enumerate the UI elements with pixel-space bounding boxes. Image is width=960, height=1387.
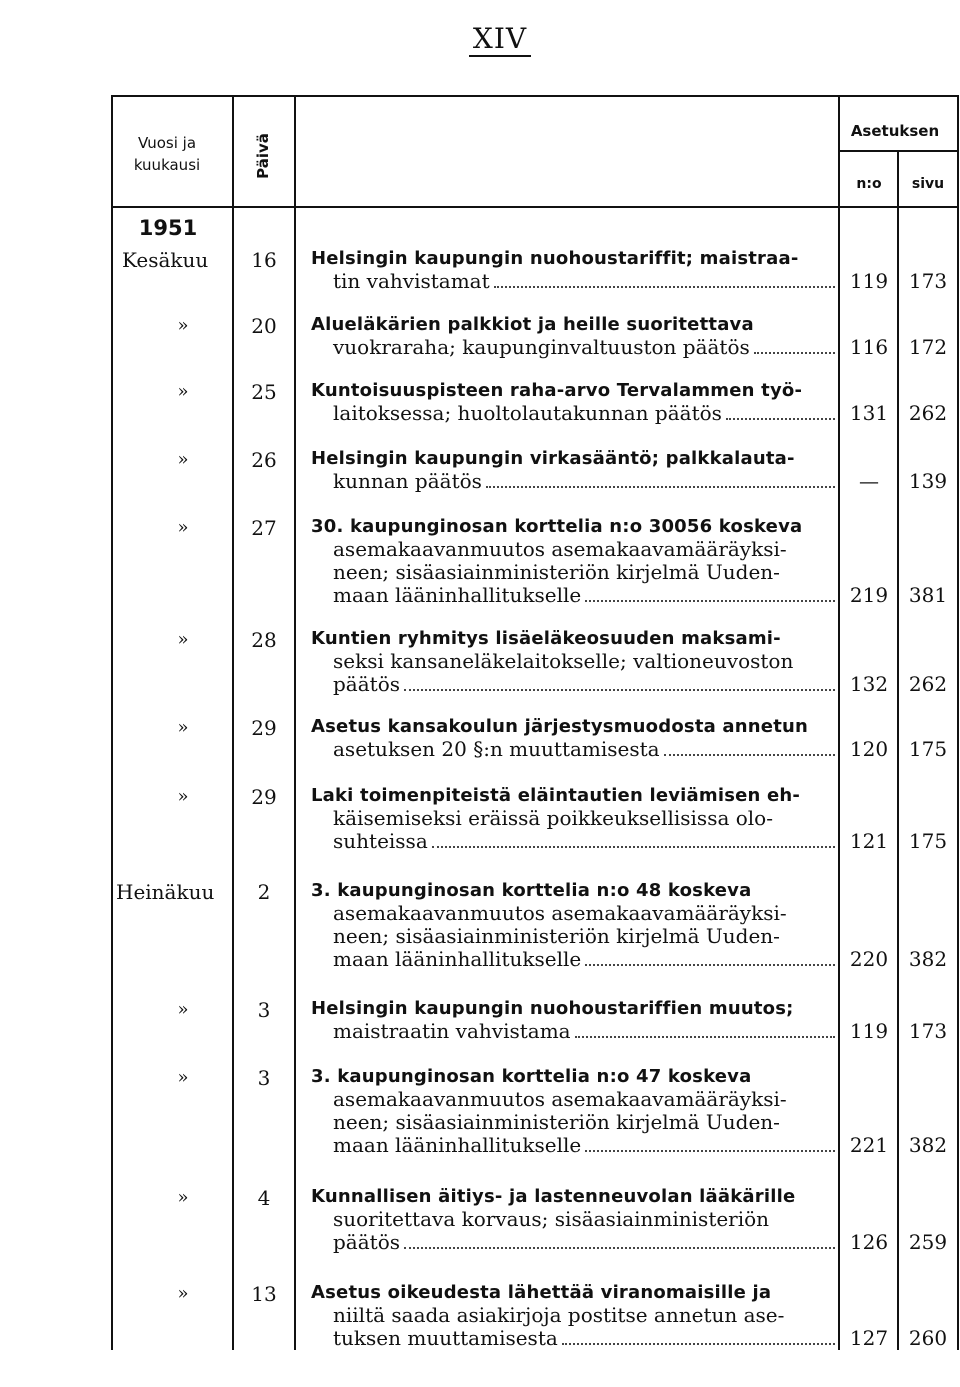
dot-leader [404, 1247, 835, 1249]
entry-line [311, 650, 837, 673]
entry-line [311, 673, 837, 696]
entry-line-text: maistraatin vahvistama [333, 1020, 571, 1043]
regulation-number: 119 [849, 269, 889, 293]
entry-title: Helsingin kaupungin nuohoustariffien muutos; [311, 998, 794, 1019]
month-ditto-mark: » [177, 717, 189, 738]
regulation-number: 221 [849, 1133, 889, 1157]
entry-line-text: laitoksessa; huoltolautakunnan päätös [333, 402, 722, 425]
entry-day: 13 [251, 1282, 277, 1306]
entry-line-text: seksi kansaneläkelaitokselle; valtioneuvoston [333, 650, 794, 673]
entry-text [311, 379, 837, 425]
year-label: 1951 [138, 216, 198, 240]
entry-line-text: käisemiseksi eräissä poikkeuksellisissa olo- [333, 807, 773, 830]
entry-line [311, 1134, 837, 1157]
month-ditto-mark: » [177, 381, 189, 402]
entry-line [311, 948, 837, 971]
entry-title: 30. kaupunginosan korttelia n:o 30056 koskeva [311, 516, 803, 537]
regulation-page: 139 [908, 469, 948, 493]
entry-line-text: tin vahvistamat [333, 270, 490, 293]
dot-leader [585, 1150, 835, 1152]
month-june: Kesäkuu [122, 248, 209, 272]
header-regulation: Asetuksen [850, 122, 940, 140]
entry-line-text: asemakaavanmuutos asemakaavamääräyksi- [333, 1088, 787, 1111]
dot-leader [486, 486, 835, 488]
entry-line-text: neen; sisäasiainministeriön kirjelmä Uuden- [333, 561, 780, 584]
entry-text [311, 784, 837, 853]
entry-line [311, 830, 837, 853]
entry-line [311, 925, 837, 948]
entry-day: 16 [251, 248, 277, 272]
dot-leader [754, 352, 835, 354]
entry-line-text: asetuksen 20 §:n muuttamisesta [333, 738, 660, 761]
regulation-page: 262 [908, 672, 948, 696]
entry-column-divider [294, 95, 296, 1350]
regulation-number: 121 [849, 829, 889, 853]
entry-title: Kunnallisen äitiys- ja lastenneuvolan lääkärille [311, 1186, 796, 1207]
dot-leader [585, 964, 835, 966]
entry-line-text: asemakaavanmuutos asemakaavamääräyksi- [333, 902, 787, 925]
entry-title: Asetus kansakoulun järjestysmuodosta annetun [311, 716, 809, 737]
month-ditto-mark: » [177, 517, 189, 538]
entry-day: 25 [251, 380, 277, 404]
entry-text [311, 997, 837, 1043]
regulation-page: 260 [908, 1326, 948, 1350]
dot-leader [575, 1036, 835, 1038]
header-bottom-rule [111, 206, 959, 208]
entry-day: 29 [251, 785, 277, 809]
entry-line [311, 336, 837, 359]
regulation-page: 172 [908, 335, 948, 359]
regulation-number: 116 [849, 335, 889, 359]
month-ditto-mark: » [177, 1187, 189, 1208]
regulation-page: 175 [908, 829, 948, 853]
entry-line [311, 1111, 837, 1134]
entry-line [311, 561, 837, 584]
regulation-page: 262 [908, 401, 948, 425]
entry-text [311, 447, 837, 493]
entry-day: 28 [251, 628, 277, 652]
month-ditto-mark: » [177, 999, 189, 1020]
dot-leader [494, 286, 835, 288]
regulation-number: 219 [849, 583, 889, 607]
regulation-number: 127 [849, 1326, 889, 1350]
header-year-month-line-2: kuukausi [133, 156, 201, 174]
regulation-page: 381 [908, 583, 948, 607]
header-day [234, 116, 292, 196]
dot-leader [562, 1343, 835, 1345]
regulation-page: 382 [908, 1133, 948, 1157]
dot-leader [664, 754, 835, 756]
entry-day: 2 [257, 880, 271, 904]
entry-line [311, 1304, 837, 1327]
header-number: n:o [856, 176, 882, 192]
entry-line-text: niiltä saada asiakirjoja postitse annetun ase- [333, 1304, 785, 1327]
header-year-month-line-1: Vuosi ja [137, 134, 197, 152]
regulation-number: — [859, 469, 879, 493]
entry-line [311, 807, 837, 830]
regulation-number: 132 [849, 672, 889, 696]
entry-line-text: asemakaavanmuutos asemakaavamääräyksi- [333, 538, 787, 561]
entry-line [311, 1208, 837, 1231]
entry-title: Laki toimenpiteistä eläintautien leviämisen eh- [311, 785, 801, 806]
entry-line-text: neen; sisäasiainministeriön kirjelmä Uuden- [333, 925, 780, 948]
entry-text [311, 627, 837, 696]
entry-line-text: suhteissa [333, 830, 428, 853]
entry-line [311, 1088, 837, 1111]
entry-title: Asetus oikeudesta lähettää viranomaisille ja [311, 1282, 772, 1303]
entry-line-text: maan lääninhallitukselle [333, 948, 582, 971]
header-year-month [112, 132, 222, 176]
entry-title: 3. kaupunginosan korttelia n:o 48 koskeva [311, 880, 752, 901]
entry-line [311, 1327, 837, 1350]
month-ditto-mark: » [177, 1283, 189, 1304]
regulation-page: 382 [908, 947, 948, 971]
regulation-page: 175 [908, 737, 948, 761]
regulation-number: 131 [849, 401, 889, 425]
entry-text [311, 715, 837, 761]
regulation-page: 173 [908, 269, 948, 293]
entry-day: 3 [257, 1066, 271, 1090]
month-ditto-mark: » [177, 629, 189, 650]
entry-text [311, 313, 837, 359]
regulation-number: 220 [849, 947, 889, 971]
entry-line-text: maan lääninhallitukselle [333, 584, 582, 607]
entry-line [311, 1020, 837, 1043]
entry-day: 26 [251, 448, 277, 472]
month-ditto-mark: » [177, 315, 189, 336]
entry-title: Kuntien ryhmitys lisäeläkeosuuden maksami- [311, 628, 781, 649]
month-ditto-mark: » [177, 449, 189, 470]
entry-line-text: vuokraraha; kaupunginvaltuuston päätös [333, 336, 750, 359]
month-ditto-mark: » [177, 786, 189, 807]
regulation-number: 126 [849, 1230, 889, 1254]
entry-title: 3. kaupunginosan korttelia n:o 47 koskeva [311, 1066, 752, 1087]
entry-day: 20 [251, 314, 277, 338]
entry-title: Alueläkärien palkkiot ja heille suoritettava [311, 314, 754, 335]
header-page: sivu [911, 176, 945, 192]
entry-text [311, 247, 837, 293]
entry-day: 4 [257, 1186, 271, 1210]
regulation-number: 119 [849, 1019, 889, 1043]
entry-text [311, 1281, 837, 1350]
regulation-number: 120 [849, 737, 889, 761]
entry-day: 3 [257, 998, 271, 1022]
entry-line [311, 470, 837, 493]
entry-line [311, 402, 837, 425]
entry-text [311, 1185, 837, 1254]
entry-line [311, 1231, 837, 1254]
entry-line-text: päätös [333, 1231, 400, 1254]
entry-line-text: tuksen muuttamisesta [333, 1327, 558, 1350]
dot-leader [404, 689, 835, 691]
entry-line-text: neen; sisäasiainministeriön kirjelmä Uuden- [333, 1111, 780, 1134]
entry-title: Kuntoisuuspisteen raha-arvo Tervalammen työ- [311, 380, 803, 401]
entry-line [311, 538, 837, 561]
header-top-rule [111, 95, 959, 97]
header-day-label: Päivä [254, 133, 272, 179]
month-ditto-mark: » [177, 1067, 189, 1088]
entry-line [311, 584, 837, 607]
entry-line-text: suoritettava korvaus; sisäasiainministeriön [333, 1208, 770, 1231]
entry-line [311, 902, 837, 925]
entry-title: Helsingin kaupungin virkasääntö; palkkalauta- [311, 448, 795, 469]
entry-line-text: maan lääninhallitukselle [333, 1134, 582, 1157]
page-number [0, 22, 960, 55]
entry-text [311, 515, 837, 607]
entry-text [311, 1065, 837, 1157]
table-left-border [111, 95, 113, 1350]
month-july: Heinäkuu [116, 880, 215, 904]
entry-title: Helsingin kaupungin nuohoustariffit; maistraa- [311, 248, 799, 269]
entry-line-text: kunnan päätös [333, 470, 482, 493]
entry-line [311, 270, 837, 293]
regulation-page: 173 [908, 1019, 948, 1043]
entry-line [311, 738, 837, 761]
page-number-text: XIV [469, 22, 531, 57]
regulation-page: 259 [908, 1230, 948, 1254]
entry-text [311, 879, 837, 971]
dot-leader [585, 600, 835, 602]
regulation-header-rule [838, 150, 959, 152]
entry-day: 29 [251, 716, 277, 740]
entry-line-text: päätös [333, 673, 400, 696]
dot-leader [726, 418, 835, 420]
entry-day: 27 [251, 516, 277, 540]
dot-leader [432, 846, 835, 848]
